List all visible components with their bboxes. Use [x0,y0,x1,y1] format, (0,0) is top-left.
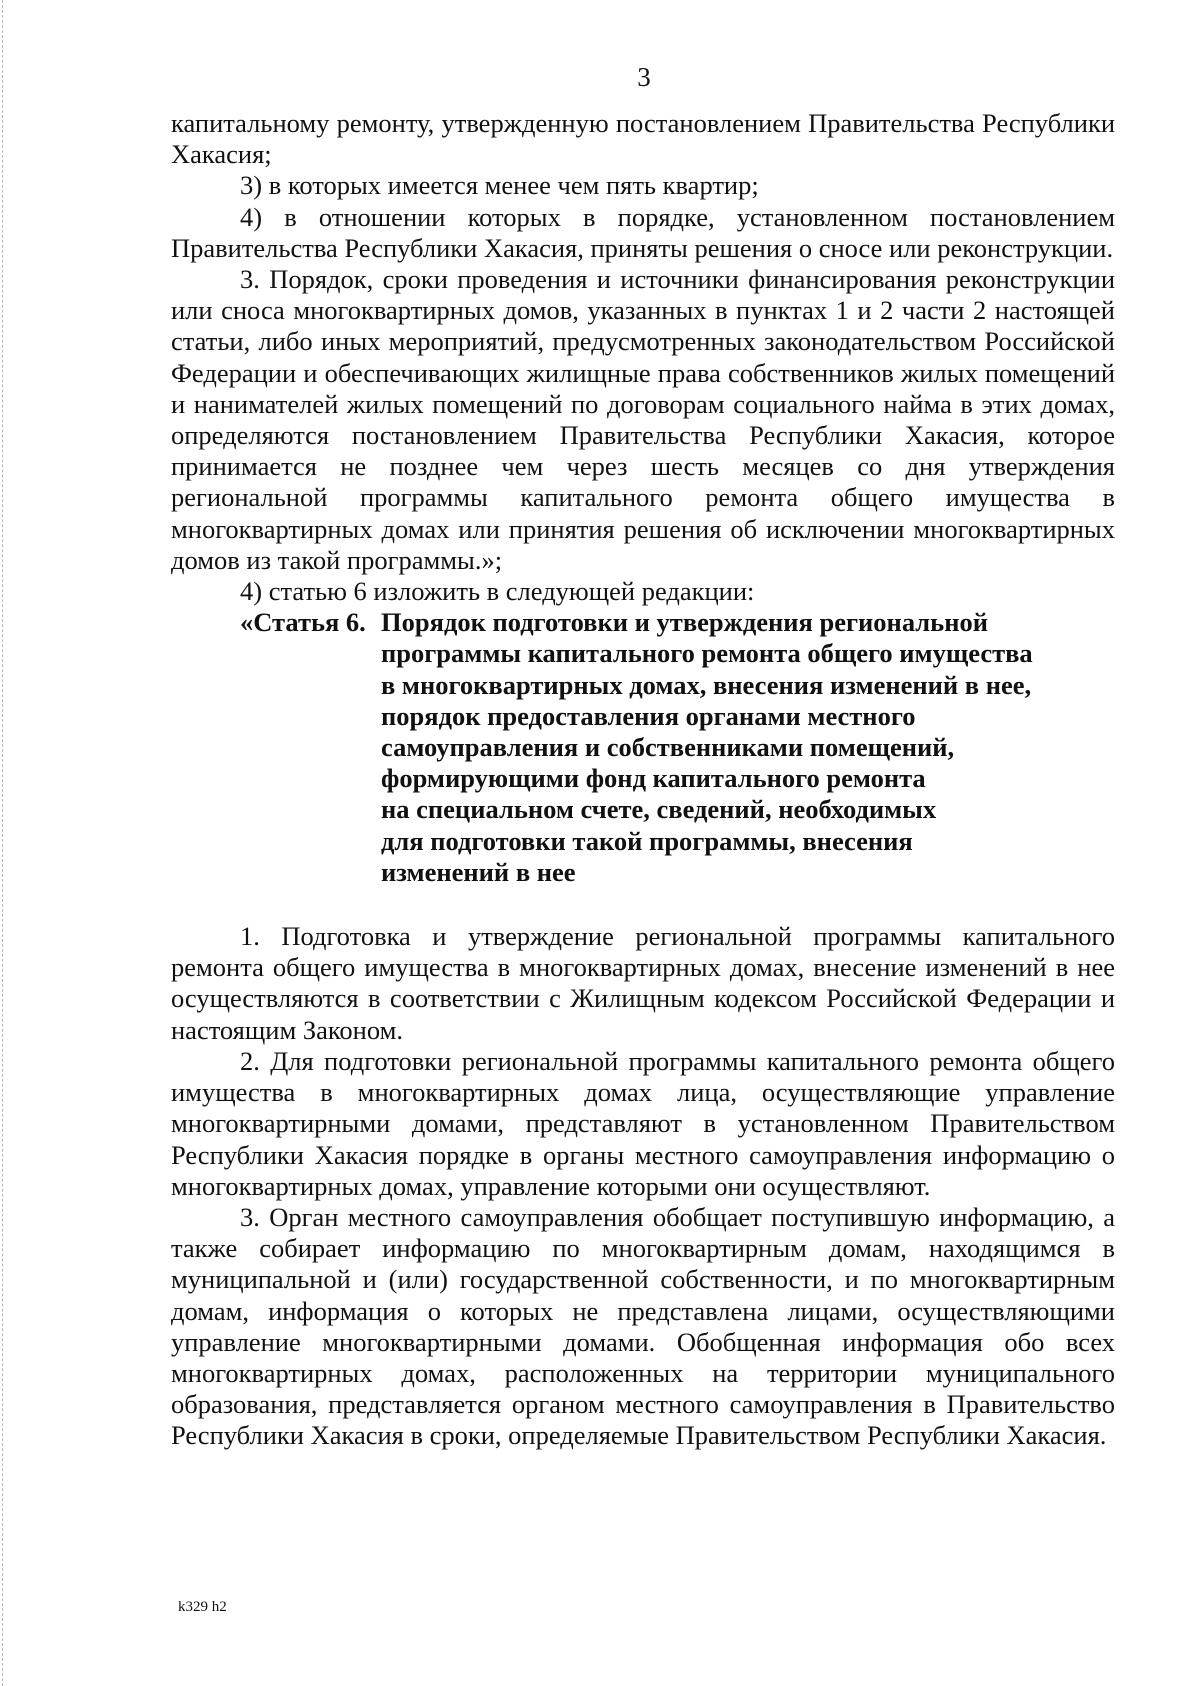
article-title-line: программы капитального ремонта общего имущества [381,638,1033,669]
article-title-line: в многоквартирных домах, внесения изменений в нее, [381,669,1032,700]
paragraph-item-4: 4) в отношении которых в порядке, установленном постановлением Правительства Республики Хакасия, приняты решения о сносе или реконструкции. [171,201,1115,263]
scan-edge-line [2,0,3,1686]
article-title-line: Порядок подготовки и утверждения региональной [381,607,988,638]
paragraph-item-3: 3) в которых имеется менее чем пять квартир; [240,170,759,201]
heading-spacer [171,888,1115,921]
article-title-line: на специальном счете, сведений, необходимых [381,794,937,825]
article-6-heading [240,607,1115,888]
page-number: 3 [637,62,651,92]
paragraph-continuation: капитальному ремонту, утвержденную постановлением Правительства Республики Хакасия; [171,108,1115,170]
paragraph-clause-3: 3. Порядок, сроки проведения и источники финансирования реконструкции или сноса многоквартирных домов, указанных в пунктах 1 и 2 части 2 настоящей статьи, либо иных мероприятий, предусмотренных законодательством Российской Федерации и обеспечивающих жилищные права собственников жилых помещений и нанимателей жилых помещений по договорам социального найма в этих домах, определяются постановлением Правительства Республики Хакасия, которое принимается не позднее чем через шесть месяцев со дня утверждения региональной программы капитального ремонта общего имущества в многоквартирных домах или принятия решения об исключении многоквартирных домов из такой программы.»; [171,264,1115,575]
article-paragraph-2: 2. Для подготовки региональной программы капитального ремонта общего имущества в многоквартирных домах лица, осуществляющие управление многоквартирными домами, представляют в установленном Правительством Республики Хакасия порядке в органы местного самоуправления информацию о многоквартирных домах, управление которыми они осуществляют. [171,1045,1115,1201]
article-title-line: для подготовки такой программы, внесения [381,825,913,856]
article-title-line: изменений в нее [381,856,576,887]
paragraph-amendment-4: 4) статью 6 изложить в следующей редакции: [240,576,755,607]
article-paragraph-3: 3. Орган местного самоуправления обобщает поступившую информацию, а также собирает информацию по многоквартирным домам, находящимся в муниципальной и (или) государственной собственности, и по многоквартирным домам, информация о которых не представлена лицами, осуществляющими управление многоквартирными домами. Обобщенная информация обо всех многоквартирных домах, расположенных на территории муниципального образования, представляется органом местного самоуправления в Правительство Республики Хакасия в сроки, определяемые Правительством Республики Хакасия. [171,1201,1115,1451]
document-body [171,108,1115,1452]
article-paragraph-1: 1. Подготовка и утверждение региональной программы капитального ремонта общего имущества в многоквартирных домах, внесение изменений в нее осуществляются в соответствии с Жилищным кодексом Российской Федерации и настоящим Законом. [171,921,1115,1045]
article-title [381,607,1081,888]
article-title-line: порядок предоставления органами местного [381,700,916,731]
document-code: k329 h2 [178,1599,227,1615]
article-title-line: формирующими фонд капитального ремонта [381,763,926,794]
article-title-line: самоуправления и собственниками помещений, [381,732,955,763]
article-label: «Статья 6. [240,607,373,638]
